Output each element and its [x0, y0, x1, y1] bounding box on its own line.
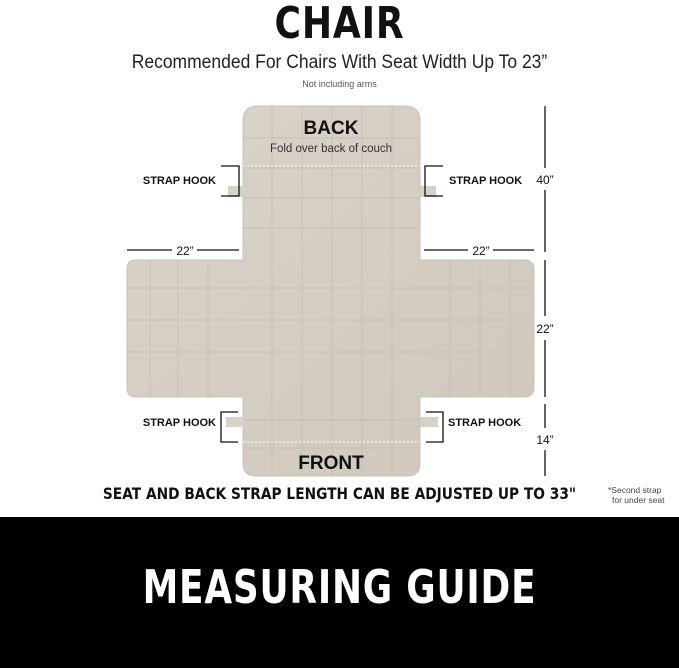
banner-title: MEASURING GUIDE [142, 560, 537, 614]
subtitle: Recommended For Chairs With Seat Width Up To 23” [131, 52, 548, 73]
strap-tab-bottom-left [226, 417, 244, 427]
second-strap-note [608, 485, 678, 505]
strap-hook-label-bottom-left: STRAP HOOK [142, 417, 216, 429]
left-arm-dimension: 22” [176, 244, 194, 258]
front-label: FRONT [298, 453, 364, 474]
second-strap-note-line2: for under seat [612, 495, 665, 505]
front-height-dimension: 14” [536, 433, 554, 447]
back-height-dimension: 40” [536, 173, 554, 187]
arms-note: Not including arms [302, 79, 377, 89]
right-arm-dimension: 22” [472, 244, 490, 258]
page-title: CHAIR [274, 0, 405, 49]
strap-tab-bottom-right [420, 417, 438, 427]
strap-hook-label-top-right: STRAP HOOK [449, 175, 523, 187]
seat-height-dimension: 22” [536, 322, 554, 336]
back-label: BACK [303, 118, 359, 139]
back-sublabel: Fold over back of couch [269, 143, 393, 155]
second-strap-note-line1: *Second strap [608, 485, 662, 495]
strap-hook-label-top-left: STRAP HOOK [142, 175, 216, 187]
strap-length-note: SEAT AND BACK STRAP LENGTH CAN BE ADJUSTED UP TO 33" [102, 484, 577, 503]
strap-hook-label-bottom-right: STRAP HOOK [448, 417, 522, 429]
